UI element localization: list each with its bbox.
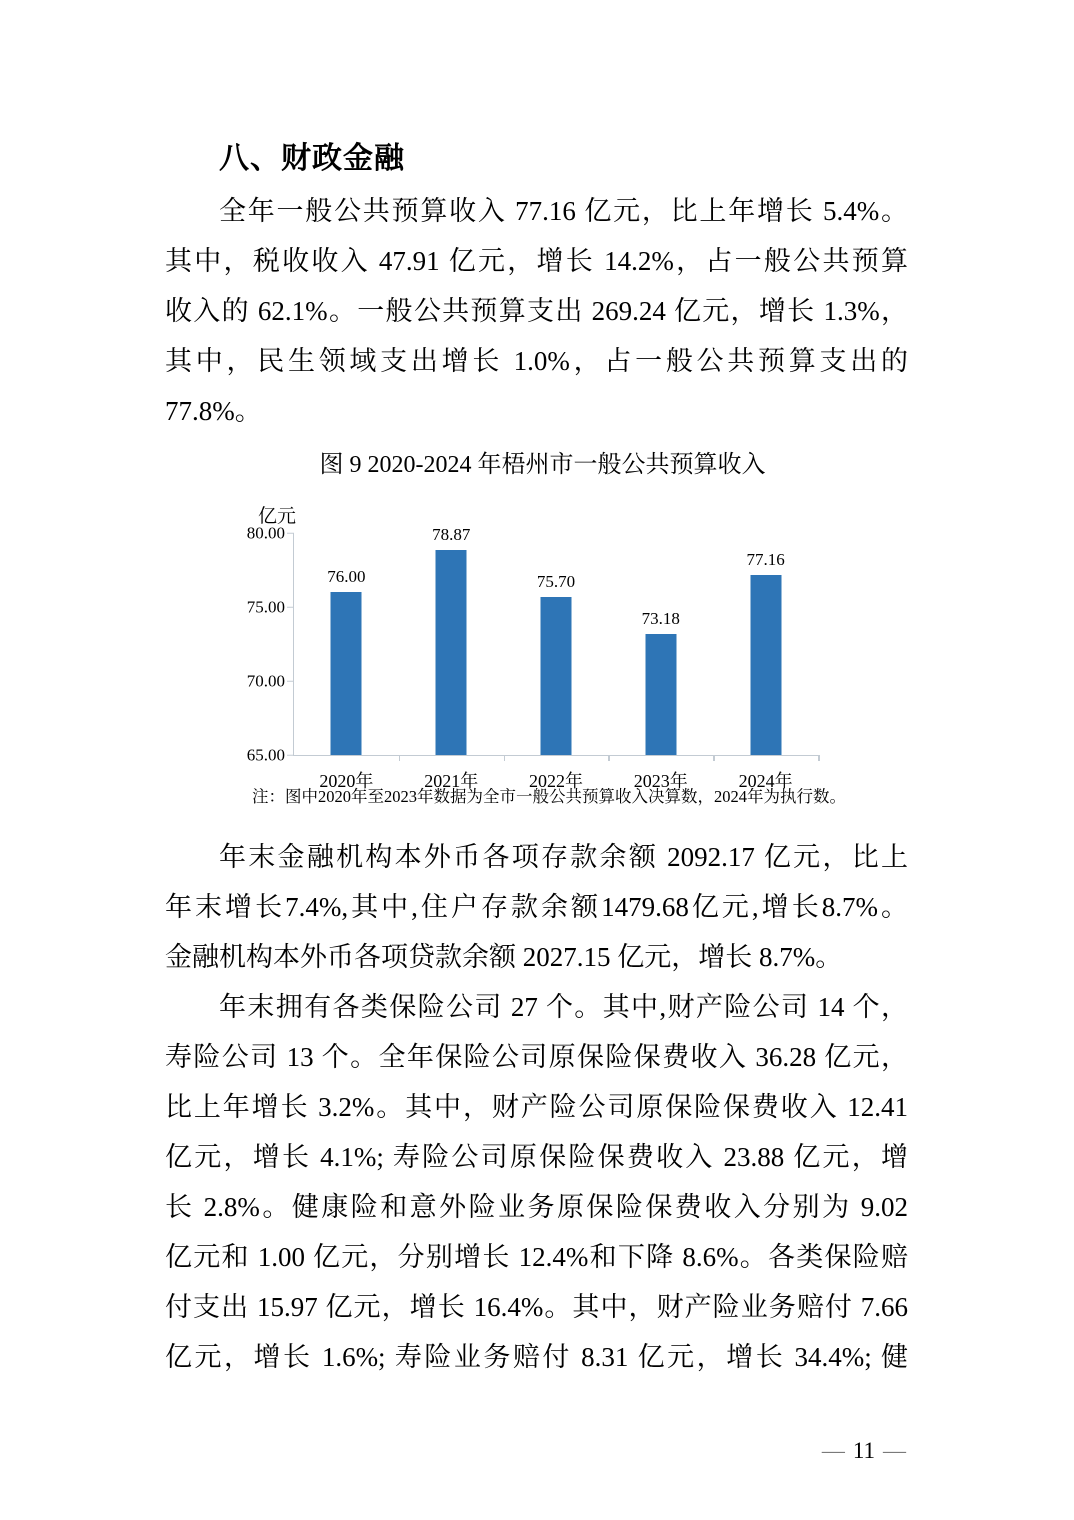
page-number-value: 11: [852, 1438, 875, 1463]
y-axis-tick-mark: [287, 754, 294, 756]
x-axis-tick-label: 2023年: [633, 771, 688, 791]
text-line: 年末金融机构本外币各项存款余额 2092.17 亿元，比上: [219, 842, 908, 872]
bar: [331, 592, 362, 755]
page-number-right-dash: —: [883, 1438, 906, 1463]
bar-value-label: 78.87: [432, 524, 471, 544]
text-line: 金融机构本外币各项贷款余额 2027.15 亿元，增长 8.7%。: [165, 942, 843, 972]
x-axis-tick-label: 2021年: [424, 771, 479, 791]
x-axis-tick-mark: [504, 755, 506, 761]
text-line: 其中，税收收入 47.91 亿元，增长 14.2%，占一般公共预算: [165, 246, 908, 276]
y-axis-tick-label: 70.00: [246, 671, 285, 691]
x-axis-tick-label: 2024年: [738, 771, 793, 791]
paragraph-deposits-loans: [165, 832, 908, 982]
bar-value-label: 77.16: [746, 550, 785, 570]
bar-value-label: 75.70: [536, 571, 576, 591]
text-line: 亿元，增长 1.6%; 寿险业务赔付 8.31 亿元，增长 34.4%; 健: [165, 1342, 908, 1372]
text-line: 全年一般公共预算收入 77.16 亿元，比上年增长 5.4%。: [219, 196, 908, 226]
text-line: 77.8%。: [165, 396, 262, 426]
text-line: 寿险公司 13 个。全年保险公司原保险保费收入 36.28 亿元，: [165, 1042, 908, 1072]
figure-9-bar-chart: [246, 495, 830, 795]
bar: [436, 550, 467, 755]
y-axis-tick-mark: [287, 680, 294, 682]
text-line: 年末增长7.4%,其中,住户存款余额1479.68亿元,增长8.7%。: [165, 892, 908, 922]
section-heading: 八、财政金融: [219, 142, 405, 175]
y-axis-unit-label: 亿元: [258, 506, 297, 527]
page-number: [822, 1437, 906, 1465]
paragraph-budget: [165, 186, 908, 436]
text-line: 长 2.8%。健康险和意外险业务原保险保费收入分别为 9.02: [165, 1192, 908, 1222]
bar-value-label: 73.18: [641, 608, 680, 628]
text-line: 年末拥有各类保险公司 27 个。其中,财产险公司 14 个，: [219, 992, 908, 1022]
y-axis-tick-label: 65.00: [246, 745, 285, 765]
y-axis-tick-mark: [287, 532, 294, 534]
text-line: 收入的 62.1%。一般公共预算支出 269.24 亿元，增长 1.3%，: [165, 296, 908, 326]
page-number-left-dash: —: [821, 1438, 845, 1463]
chart-title: 图 9 2020-2024 年梧州市一般公共预算收入: [319, 452, 766, 478]
x-axis-tick-mark: [713, 755, 715, 761]
x-axis-tick-label: 2020年: [319, 771, 374, 791]
bar: [541, 597, 572, 755]
bar-value-label: 76.00: [327, 567, 366, 587]
bar: [645, 634, 676, 755]
text-line: 亿元，增长 4.1%; 寿险公司原保险保费收入 23.88 亿元，增: [165, 1142, 908, 1172]
text-line: 比上年增长 3.2%。其中，财产险公司原保险保费收入 12.41: [165, 1092, 908, 1122]
paragraph-insurance: [165, 982, 908, 1382]
plot-area: [246, 523, 818, 791]
text-line: 付支出 15.97 亿元，增长 16.4%。其中，财产险业务赔付 7.66: [165, 1292, 908, 1322]
x-axis-tick-mark: [818, 755, 820, 761]
y-axis-tick-label: 80.00: [246, 523, 285, 543]
y-axis-tick-label: 75.00: [246, 597, 285, 617]
text-line: 其中，民生领域支出增长 1.0%，占一般公共预算支出的: [165, 346, 908, 376]
x-axis-tick-mark: [399, 755, 401, 761]
chart-note: 注：图中2020年至2023年数据为全市一般公共预算收入决算数，2024年为执行数。: [252, 787, 846, 806]
x-axis-tick-mark: [608, 755, 610, 761]
bar: [750, 575, 781, 755]
y-axis-tick-mark: [287, 606, 294, 608]
text-line: 亿元和 1.00 亿元，分别增长 12.4%和下降 8.6%。各类保险赔: [165, 1242, 908, 1272]
x-axis-tick-label: 2022年: [529, 771, 583, 791]
